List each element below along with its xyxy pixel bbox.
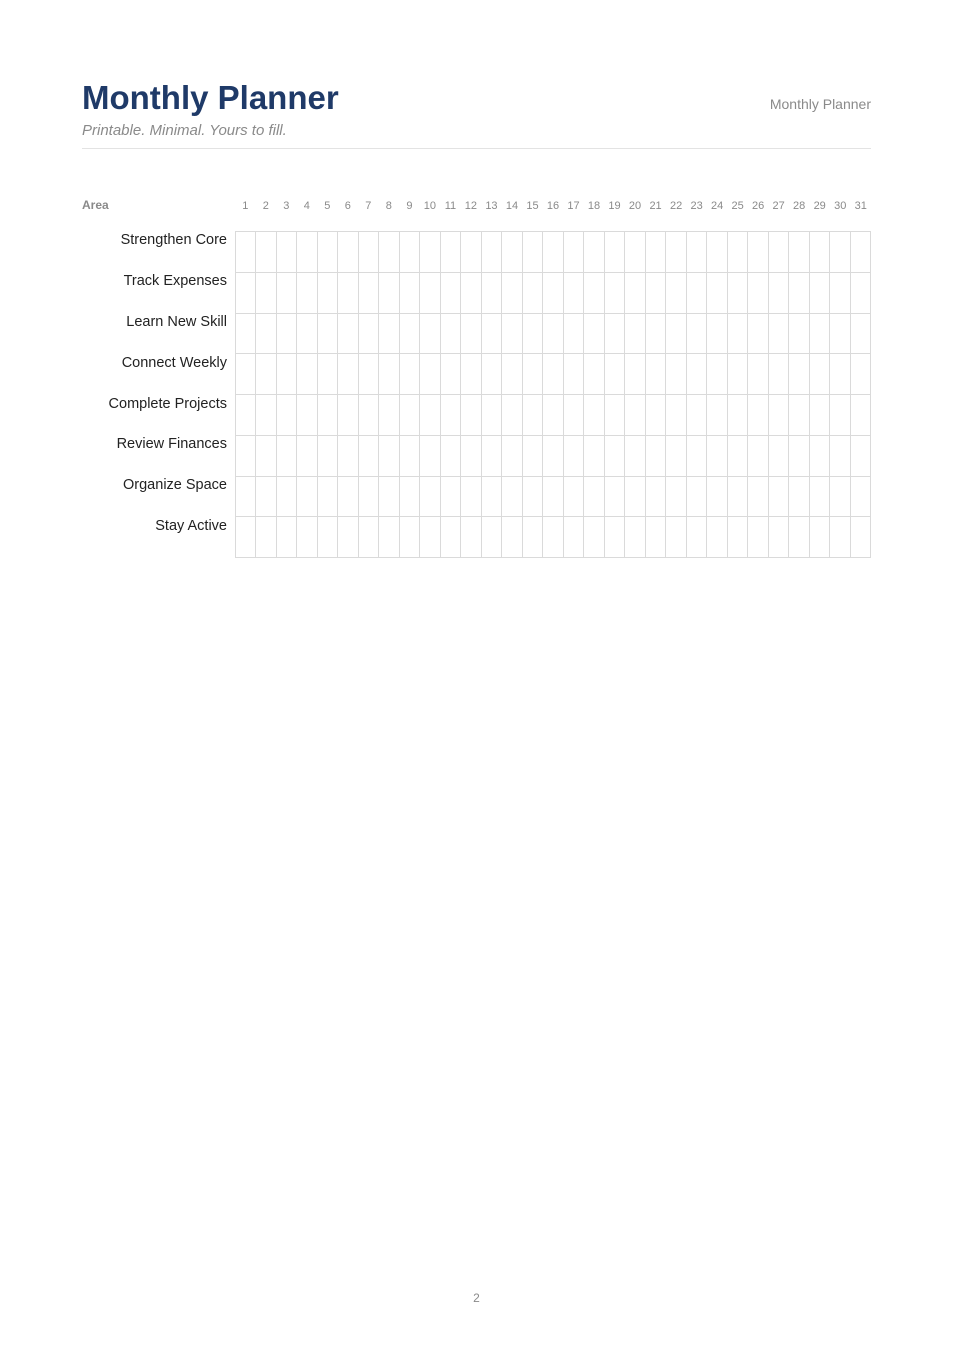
tracker-cell xyxy=(605,273,625,314)
tracker-cell xyxy=(687,436,707,477)
day-column-headers xyxy=(235,198,871,214)
tracker-cell xyxy=(728,354,748,395)
tracker-cell xyxy=(646,232,666,273)
tracker-cell xyxy=(318,354,338,395)
tracker-cell xyxy=(728,232,748,273)
tracker-cell xyxy=(748,273,768,314)
tracker-cell xyxy=(523,232,543,273)
tracker-cell xyxy=(605,232,625,273)
tracker-cell xyxy=(666,273,686,314)
day-header: 30 xyxy=(834,200,847,212)
tracker-cell xyxy=(789,477,809,518)
tracker-cell xyxy=(584,273,604,314)
tracker-cell xyxy=(461,436,481,477)
tracker-cell xyxy=(830,354,850,395)
tracker-cell xyxy=(338,477,358,518)
tracker-cell xyxy=(236,436,256,477)
tracker-cell xyxy=(543,395,563,436)
tracker-cell xyxy=(769,354,789,395)
tracker-cell xyxy=(338,232,358,273)
tracker-cell xyxy=(318,477,338,518)
area-row-label: Connect Weekly xyxy=(121,354,227,371)
tracker-cell xyxy=(543,517,563,558)
tracker-cell xyxy=(256,517,276,558)
tracker-cell xyxy=(236,477,256,518)
tracker-cell xyxy=(461,517,481,558)
tracker-cell xyxy=(256,232,276,273)
tracker-cell xyxy=(236,273,256,314)
day-header: 1 xyxy=(242,200,249,212)
tracker-cell xyxy=(851,232,871,273)
tracker-cell xyxy=(687,517,707,558)
tracker-cell xyxy=(584,354,604,395)
tracker-cell xyxy=(379,273,399,314)
area-column-header: Area xyxy=(82,198,109,212)
tracker-cell xyxy=(687,314,707,355)
tracker-cell xyxy=(236,395,256,436)
tracker-cell xyxy=(543,232,563,273)
tracker-cell xyxy=(625,517,645,558)
tracker-cell xyxy=(236,517,256,558)
tracker-cell xyxy=(523,395,543,436)
tracker-cell xyxy=(420,477,440,518)
tracker-cell xyxy=(400,232,420,273)
tracker-cell xyxy=(748,232,768,273)
tracker-cell xyxy=(379,314,399,355)
tracker-cell xyxy=(379,232,399,273)
tracker-cell xyxy=(461,273,481,314)
tracker-cell xyxy=(666,314,686,355)
tracker-cell xyxy=(707,314,727,355)
tracker-cell xyxy=(523,273,543,314)
tracker-cell xyxy=(830,232,850,273)
tracker-cell xyxy=(359,354,379,395)
tracker-cell xyxy=(318,395,338,436)
day-header: 7 xyxy=(365,200,372,212)
tracker-cell xyxy=(441,517,461,558)
tracker-cell xyxy=(256,477,276,518)
tracker-cell xyxy=(338,314,358,355)
day-header: 2 xyxy=(262,200,269,212)
tracker-cell xyxy=(256,273,276,314)
tracker-cell xyxy=(523,436,543,477)
tracker-cell xyxy=(851,477,871,518)
tracker-cell xyxy=(584,436,604,477)
tracker-cell xyxy=(584,395,604,436)
tracker-cell xyxy=(502,395,522,436)
tracker-cell xyxy=(687,395,707,436)
tracker-cell xyxy=(420,395,440,436)
tracker-cell xyxy=(482,517,502,558)
tracker-cell xyxy=(605,314,625,355)
tracker-cell xyxy=(687,477,707,518)
tracker-cell xyxy=(502,232,522,273)
tracker-cell xyxy=(605,477,625,518)
tracker-cell xyxy=(564,314,584,355)
tracker-cell xyxy=(461,314,481,355)
tracker-cell xyxy=(482,273,502,314)
tracker-cell xyxy=(379,436,399,477)
tracker-cell xyxy=(748,477,768,518)
tracker-cell xyxy=(318,436,338,477)
tracker-cell xyxy=(441,395,461,436)
tracker-cell xyxy=(666,354,686,395)
tracker-cell xyxy=(625,232,645,273)
tracker-cell xyxy=(646,314,666,355)
tracker-cell xyxy=(441,436,461,477)
tracker-cell xyxy=(728,273,748,314)
tracker-cell xyxy=(379,517,399,558)
tracker-cell xyxy=(810,354,830,395)
day-header: 28 xyxy=(793,200,806,212)
tracker-cell xyxy=(605,354,625,395)
tracker-cell xyxy=(441,273,461,314)
area-row-label: Strengthen Core xyxy=(120,232,227,248)
area-row-label: Review Finances xyxy=(116,436,227,453)
tracker-cell xyxy=(420,436,440,477)
tracker-cell xyxy=(728,314,748,355)
tracker-cell xyxy=(789,314,809,355)
tracker-cell xyxy=(482,477,502,518)
tracker-cell xyxy=(851,273,871,314)
tracker-cell xyxy=(789,232,809,273)
tracker-cell xyxy=(851,354,871,395)
tracker-cell xyxy=(482,395,502,436)
tracker-cell xyxy=(707,395,727,436)
tracker-cell xyxy=(277,517,297,558)
tracker-cell xyxy=(400,395,420,436)
tracker-cell xyxy=(810,232,830,273)
tracker-cell xyxy=(769,477,789,518)
day-header: 18 xyxy=(587,200,601,212)
tracker-cell xyxy=(666,395,686,436)
day-header: 17 xyxy=(567,200,580,212)
tracker-cell xyxy=(441,354,461,395)
tracker-cell xyxy=(543,273,563,314)
area-row-label: Complete Projects xyxy=(108,395,227,412)
tracker-cell xyxy=(502,477,522,518)
day-header: 22 xyxy=(669,200,683,212)
tracker-cell xyxy=(830,314,850,355)
running-header: Monthly Planner xyxy=(769,96,871,112)
tracker-cell xyxy=(277,436,297,477)
tracker-cell xyxy=(564,477,584,518)
tracker-cell xyxy=(359,273,379,314)
tracker-cell xyxy=(543,354,563,395)
day-header: 15 xyxy=(526,200,539,212)
day-header: 9 xyxy=(406,200,413,212)
tracker-cell xyxy=(523,477,543,518)
tracker-cell xyxy=(748,314,768,355)
tracker-cell xyxy=(297,314,317,355)
tracker-cell xyxy=(625,354,645,395)
tracker-cell xyxy=(769,232,789,273)
tracker-cell xyxy=(625,436,645,477)
tracker-cell xyxy=(359,314,379,355)
day-header: 31 xyxy=(854,200,867,212)
tracker-cell xyxy=(564,395,584,436)
tracker-cell xyxy=(851,314,871,355)
tracker-cell xyxy=(625,477,645,518)
tracker-cell xyxy=(851,395,871,436)
tracker-cell xyxy=(318,232,338,273)
tracker-cell xyxy=(769,395,789,436)
tracker-cell xyxy=(482,232,502,273)
tracker-cell xyxy=(666,436,686,477)
tracker-cell xyxy=(584,477,604,518)
page-subtitle: Printable. Minimal. Yours to fill. xyxy=(82,122,287,139)
day-header: 16 xyxy=(546,200,560,212)
tracker-cell xyxy=(666,517,686,558)
tracker-cell xyxy=(564,273,584,314)
tracker-cell xyxy=(400,436,420,477)
tracker-cell xyxy=(646,517,666,558)
day-header: 5 xyxy=(324,200,331,212)
page-number: 2 xyxy=(473,1291,480,1305)
day-header: 24 xyxy=(710,200,724,212)
day-header: 13 xyxy=(485,200,498,212)
tracker-cell xyxy=(564,232,584,273)
tracker-cell xyxy=(318,273,338,314)
tracker-cell xyxy=(687,273,707,314)
tracker-cell xyxy=(236,232,256,273)
tracker-cell xyxy=(543,477,563,518)
tracker-cell xyxy=(400,354,420,395)
tracker-cell xyxy=(461,395,481,436)
tracker-cell xyxy=(277,395,297,436)
tracker-cell xyxy=(789,354,809,395)
day-header: 23 xyxy=(690,200,703,212)
day-header: 27 xyxy=(772,200,785,212)
area-row-label: Organize Space xyxy=(123,477,227,494)
tracker-cell xyxy=(359,517,379,558)
tracker-cell xyxy=(277,354,297,395)
tracker-cell xyxy=(338,436,358,477)
tracker-cell xyxy=(666,477,686,518)
tracker-cell xyxy=(338,395,358,436)
tracker-cell xyxy=(441,477,461,518)
tracker-cell xyxy=(769,436,789,477)
tracker-cell xyxy=(830,517,850,558)
tracker-cell xyxy=(728,395,748,436)
tracker-cell xyxy=(236,314,256,355)
tracker-cell xyxy=(830,273,850,314)
tracker-cell xyxy=(810,273,830,314)
tracker-cell xyxy=(256,436,276,477)
tracker-cell xyxy=(789,395,809,436)
tracker-grid xyxy=(235,231,871,558)
tracker-cell xyxy=(584,232,604,273)
tracker-cell xyxy=(851,517,871,558)
day-header: 21 xyxy=(649,200,662,212)
tracker-cell xyxy=(359,477,379,518)
tracker-cell xyxy=(851,436,871,477)
tracker-cell xyxy=(297,354,317,395)
tracker-cell xyxy=(441,232,461,273)
tracker-cell xyxy=(277,273,297,314)
tracker-cell xyxy=(318,517,338,558)
tracker-cell xyxy=(277,314,297,355)
tracker-cell xyxy=(400,517,420,558)
tracker-cell xyxy=(584,517,604,558)
tracker-cell xyxy=(769,517,789,558)
day-header: 11 xyxy=(444,200,457,212)
tracker-cell xyxy=(748,354,768,395)
tracker-cell xyxy=(523,314,543,355)
tracker-cell xyxy=(420,232,440,273)
tracker-cell xyxy=(297,436,317,477)
tracker-cell xyxy=(338,273,358,314)
tracker-cell xyxy=(625,395,645,436)
page-title: Monthly Planner xyxy=(82,79,339,116)
tracker-cell xyxy=(441,314,461,355)
day-header: 26 xyxy=(752,200,765,212)
day-header: 19 xyxy=(608,200,621,212)
tracker-cell xyxy=(810,477,830,518)
tracker-cell xyxy=(605,436,625,477)
tracker-cell xyxy=(523,354,543,395)
tracker-cell xyxy=(420,314,440,355)
header-divider xyxy=(82,148,871,149)
tracker-cell xyxy=(502,436,522,477)
area-row-label: Track Expenses xyxy=(123,272,227,289)
tracker-cell xyxy=(482,436,502,477)
day-header: 4 xyxy=(303,200,310,212)
day-header: 3 xyxy=(283,200,290,212)
tracker-cell xyxy=(605,517,625,558)
tracker-cell xyxy=(728,436,748,477)
tracker-cell xyxy=(400,314,420,355)
tracker-cell xyxy=(666,232,686,273)
tracker-cell xyxy=(420,517,440,558)
tracker-cell xyxy=(584,314,604,355)
tracker-cell xyxy=(502,354,522,395)
day-header: 10 xyxy=(423,200,437,212)
tracker-cell xyxy=(256,395,276,436)
tracker-cell xyxy=(810,436,830,477)
tracker-cell xyxy=(482,354,502,395)
day-header: 25 xyxy=(731,200,744,212)
tracker-cell xyxy=(420,273,440,314)
area-row-label: Learn New Skill xyxy=(126,313,227,330)
tracker-cell xyxy=(707,232,727,273)
tracker-cell xyxy=(646,477,666,518)
tracker-cell xyxy=(359,436,379,477)
tracker-cell xyxy=(707,517,727,558)
tracker-cell xyxy=(646,354,666,395)
tracker-cell xyxy=(564,436,584,477)
tracker-cell xyxy=(810,314,830,355)
day-header: 6 xyxy=(344,200,351,212)
tracker-cell xyxy=(707,436,727,477)
tracker-cell xyxy=(461,232,481,273)
tracker-cell xyxy=(769,273,789,314)
day-header: 29 xyxy=(813,200,826,212)
tracker-cell xyxy=(297,395,317,436)
tracker-cell xyxy=(789,273,809,314)
tracker-cell xyxy=(810,517,830,558)
day-header: 20 xyxy=(628,200,642,212)
tracker-cell xyxy=(256,354,276,395)
tracker-cell xyxy=(748,517,768,558)
tracker-cell xyxy=(400,273,420,314)
tracker-cell xyxy=(297,273,317,314)
tracker-cell xyxy=(707,273,727,314)
tracker-cell xyxy=(482,314,502,355)
tracker-cell xyxy=(523,517,543,558)
tracker-cell xyxy=(379,477,399,518)
tracker-cell xyxy=(707,354,727,395)
tracker-cell xyxy=(379,354,399,395)
tracker-cell xyxy=(277,477,297,518)
tracker-cell xyxy=(461,477,481,518)
tracker-cell xyxy=(543,314,563,355)
tracker-cell xyxy=(646,273,666,314)
tracker-cell xyxy=(297,477,317,518)
tracker-cell xyxy=(236,354,256,395)
tracker-cell xyxy=(748,436,768,477)
day-header: 12 xyxy=(464,200,478,212)
tracker-cell xyxy=(789,436,809,477)
tracker-cell xyxy=(605,395,625,436)
tracker-cell xyxy=(789,517,809,558)
tracker-cell xyxy=(400,477,420,518)
tracker-cell xyxy=(830,436,850,477)
tracker-cell xyxy=(359,395,379,436)
tracker-cell xyxy=(461,354,481,395)
tracker-cell xyxy=(830,477,850,518)
tracker-cell xyxy=(379,395,399,436)
tracker-cell xyxy=(277,232,297,273)
tracker-cell xyxy=(564,354,584,395)
tracker-cell xyxy=(338,354,358,395)
tracker-cell xyxy=(297,517,317,558)
tracker-cell xyxy=(338,517,358,558)
tracker-cell xyxy=(769,314,789,355)
area-row-label: Stay Active xyxy=(155,518,227,535)
tracker-cell xyxy=(502,273,522,314)
day-header: 14 xyxy=(505,200,519,212)
area-row-labels xyxy=(82,231,227,558)
tracker-cell xyxy=(728,517,748,558)
tracker-cell xyxy=(420,354,440,395)
tracker-cell xyxy=(502,517,522,558)
day-header: 8 xyxy=(385,200,392,212)
tracker-cell xyxy=(646,436,666,477)
tracker-cell xyxy=(728,477,748,518)
tracker-cell xyxy=(256,314,276,355)
tracker-cell xyxy=(359,232,379,273)
tracker-cell xyxy=(502,314,522,355)
tracker-cell xyxy=(707,477,727,518)
tracker-cell xyxy=(748,395,768,436)
tracker-cell xyxy=(564,517,584,558)
tracker-cell xyxy=(297,232,317,273)
tracker-cell xyxy=(318,314,338,355)
tracker-cell xyxy=(543,436,563,477)
tracker-cell xyxy=(687,354,707,395)
tracker-cell xyxy=(646,395,666,436)
tracker-cell xyxy=(625,314,645,355)
tracker-cell xyxy=(830,395,850,436)
tracker-cell xyxy=(625,273,645,314)
tracker-cell xyxy=(687,232,707,273)
tracker-cell xyxy=(810,395,830,436)
